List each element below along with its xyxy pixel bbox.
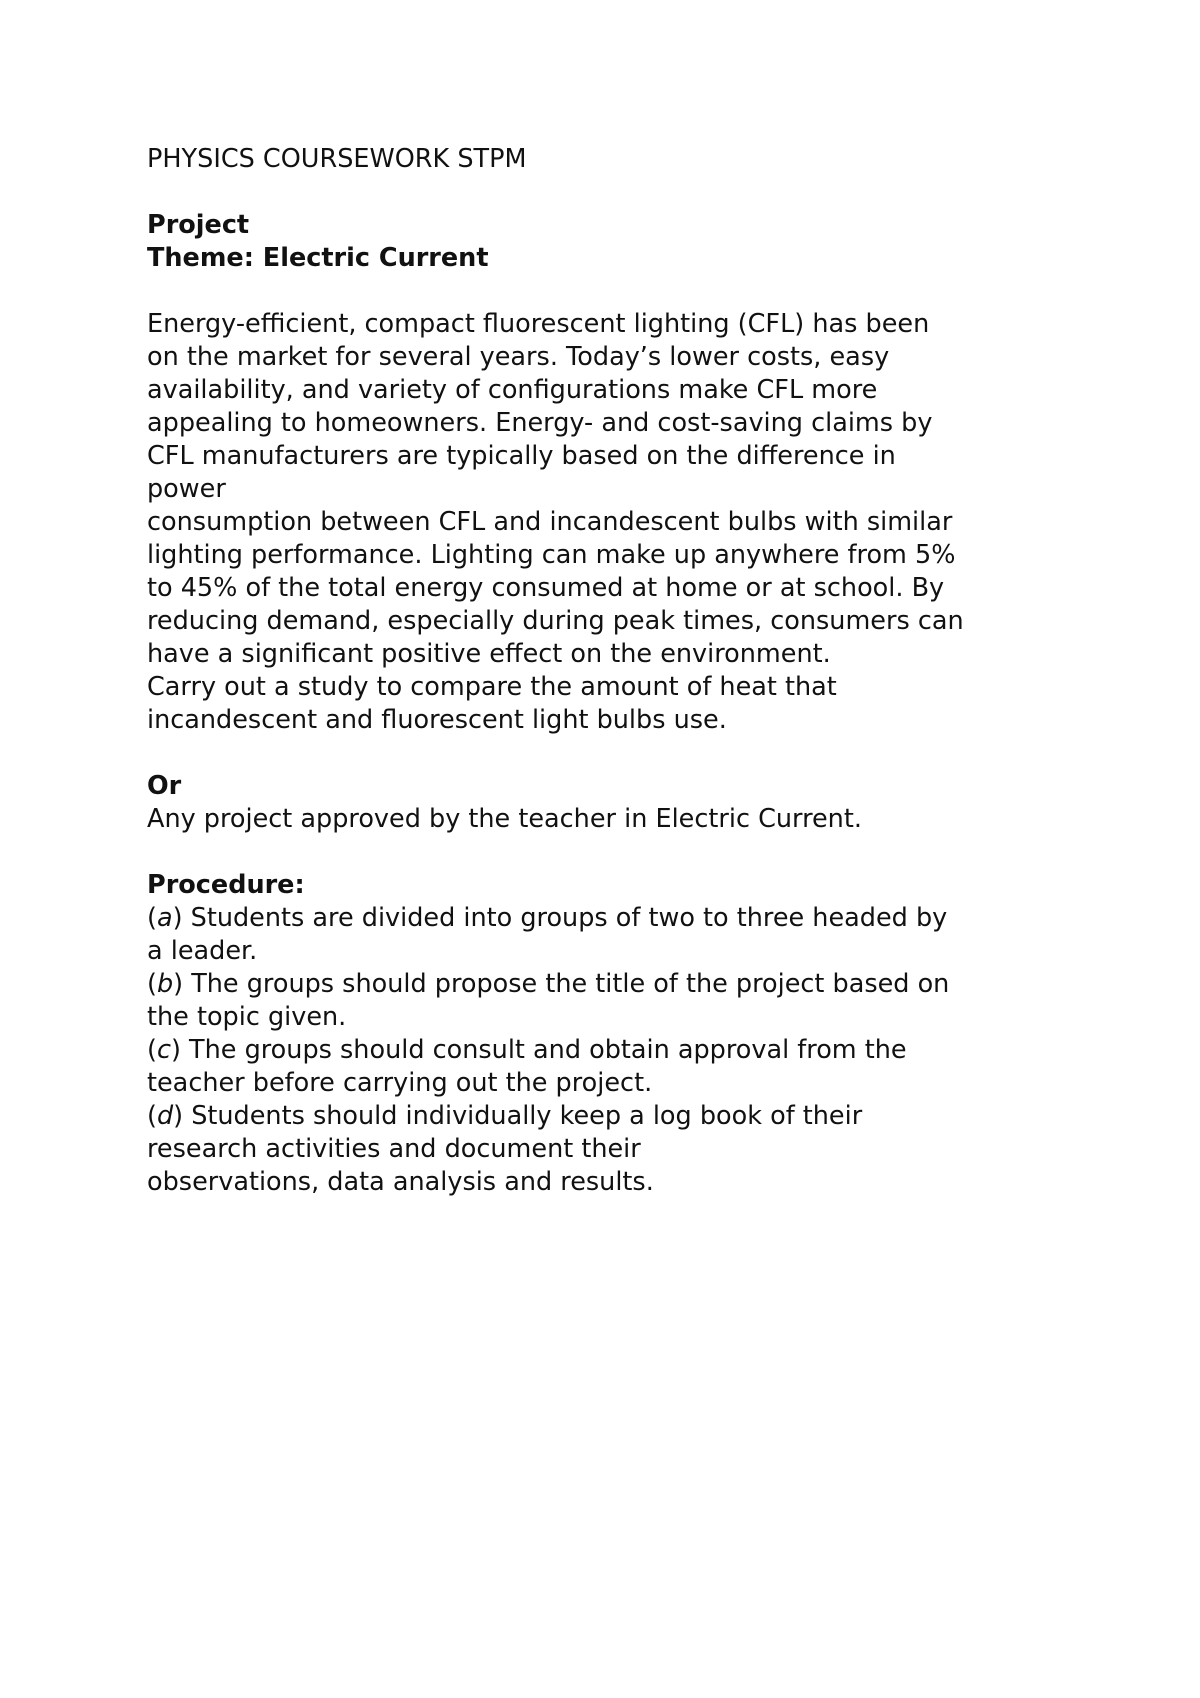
intro-line: Energy-efficient, compact fluorescent lighting (CFL) has been <box>147 309 930 339</box>
procedure-item-line: (d) Students should individually keep a log book of their <box>147 1101 863 1131</box>
document-heading: PHYSICS COURSEWORK STPM <box>147 144 527 174</box>
or-text: Any project approved by the teacher in Electric Current. <box>147 804 862 834</box>
spacer <box>147 836 1067 869</box>
theme-label: Theme: Electric Current <box>147 243 489 273</box>
intro-line: to 45% of the total energy consumed at home or at school. By <box>147 573 945 603</box>
procedure-item-text: ) The groups should consult and obtain approval from the <box>170 1035 907 1065</box>
intro-paragraph <box>147 308 1067 737</box>
intro-line: incandescent and fluorescent light bulbs use. <box>147 705 727 735</box>
intro-line: reducing demand, especially during peak times, consumers can <box>147 606 964 636</box>
procedure-item-line: a leader. <box>147 936 258 966</box>
procedure-item <box>147 902 1067 968</box>
intro-line: power <box>147 474 226 504</box>
intro-line: availability, and variety of configurations make CFL more <box>147 375 878 405</box>
procedure-label: Procedure: <box>147 870 305 900</box>
intro-line: have a significant positive effect on the environment. <box>147 639 831 669</box>
procedure-item-line: observations, data analysis and results. <box>147 1167 654 1197</box>
intro-line: on the market for several years. Today’s lower costs, easy <box>147 342 890 372</box>
intro-line: Carry out a study to compare the amount of heat that <box>147 672 837 702</box>
procedure-item-text: ) Students should individually keep a log book of their <box>173 1101 863 1131</box>
procedure-item-letter: b <box>156 969 174 999</box>
procedure-item-text: ) Students are divided into groups of two to three headed by <box>172 903 948 933</box>
procedure-item-text: ) The groups should propose the title of the project based on <box>173 969 950 999</box>
procedure-item <box>147 968 1067 1034</box>
spacer <box>147 275 1067 308</box>
intro-line: CFL manufacturers are typically based on the difference in <box>147 441 896 471</box>
intro-line: consumption between CFL and incandescent bulbs with similar <box>147 507 953 537</box>
intro-line: lighting performance. Lighting can make up anywhere from 5% <box>147 540 956 570</box>
procedure-item-line: research activities and document their <box>147 1134 641 1164</box>
procedure-item <box>147 1034 1067 1100</box>
procedure-item-letter: a <box>156 903 173 933</box>
project-label: Project <box>147 210 250 240</box>
procedure-item-letter: d <box>156 1101 174 1131</box>
procedure-item-line: the topic given. <box>147 1002 347 1032</box>
intro-line: appealing to homeowners. Energy- and cost-saving claims by <box>147 408 933 438</box>
procedure-item <box>147 1100 1067 1199</box>
procedure-item-line: (a) Students are divided into groups of two to three headed by <box>147 903 948 933</box>
procedure-item-line: (b) The groups should propose the title of the project based on <box>147 969 950 999</box>
or-label: Or <box>147 771 182 801</box>
procedure-item-line: (c) The groups should consult and obtain approval from the <box>147 1035 907 1065</box>
spacer <box>147 176 1067 209</box>
spacer <box>147 737 1067 770</box>
procedure-item-letter: c <box>156 1035 171 1065</box>
document-page <box>147 143 1067 1199</box>
procedure-list <box>147 902 1067 1199</box>
procedure-item-line: teacher before carrying out the project. <box>147 1068 653 1098</box>
